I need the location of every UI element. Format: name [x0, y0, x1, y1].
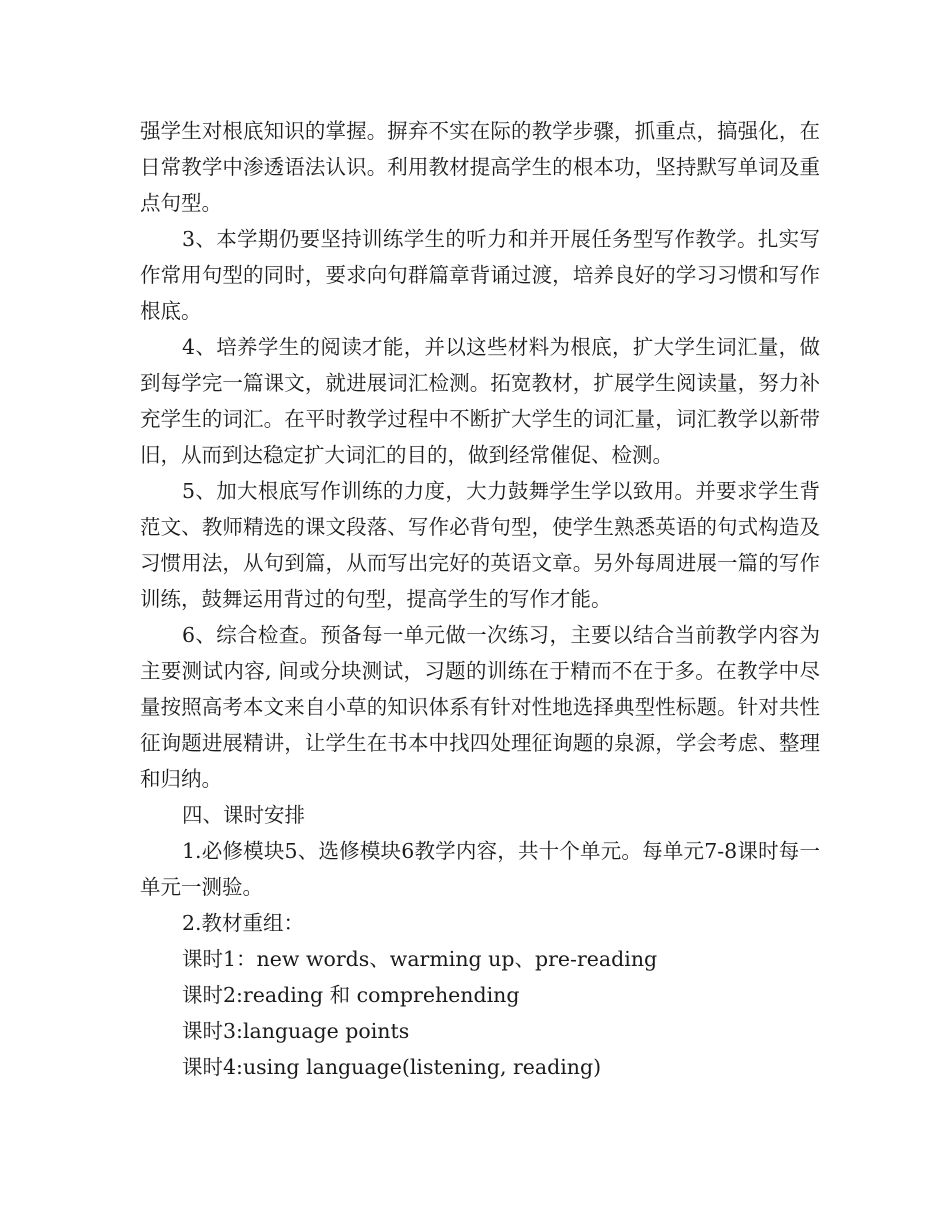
paragraph-schedule-1: 1.必修模块5、选修模块6教学内容，共十个单元。每单元7-8课时每一单元一测验。 [140, 839, 820, 899]
document-body [140, 113, 820, 1085]
lesson-item: 课时4:using language(listening, reading) [182, 1055, 602, 1079]
section-heading-schedule: 四、课时安排 [182, 803, 305, 827]
paragraph-item-5: 5、加大根底写作训练的力度，大力鼓舞学生学以致用。并要求学生背范文、教师精选的课文段落、写作必背句型，使学生熟悉英语的句式构造及习惯用法，从句到篇，从而写出完好的英语文章。另外每周进展一篇的写作训练，鼓舞运用背过的句型，提高学生的写作才能。 [140, 479, 820, 611]
paragraph-item-3: 3、本学期仍要坚持训练学生的听力和并开展任务型写作教学。扎实写作常用句型的同时，要求向句群篇章背诵过渡，培养良好的学习习惯和写作根底。 [140, 227, 820, 323]
lesson-item: 课时1：new words、warming up、pre-reading [182, 947, 658, 971]
paragraph-continuation: 强学生对根底知识的掌握。摒弃不实在际的教学步骤，抓重点，搞强化，在日常教学中渗透语法认识。利用教材提高学生的根本功，坚持默写单词及重点句型。 [140, 119, 820, 215]
lesson-item: 课时3:language points [182, 1019, 410, 1043]
lesson-item: 课时2:reading 和 comprehending [182, 983, 520, 1007]
paragraph-item-4: 4、培养学生的阅读才能，并以这些材料为根底，扩大学生词汇量，做到每学完一篇课文，就进展词汇检测。拓宽教材，扩展学生阅读量，努力补充学生的词汇。在平时教学过程中不断扩大学生的词汇量，词汇教学以新带旧，从而到达稳定扩大词汇的目的，做到经常催促、检测。 [140, 335, 820, 467]
paragraph-item-6: 6、综合检查。预备每一单元做一次练习，主要以结合当前教学内容为主要测试内容, 间或分块测试，习题的训练在于精而不在于多。在教学中尽量按照高考本文来自小草的知识体系有针对性地选择典型性标题。针对共性征询题进展精讲，让学生在书本中找四处理征询题的泉源，学会考虑、整理和归纳。 [140, 623, 820, 791]
paragraph-schedule-2: 2.教材重组： [182, 911, 305, 935]
